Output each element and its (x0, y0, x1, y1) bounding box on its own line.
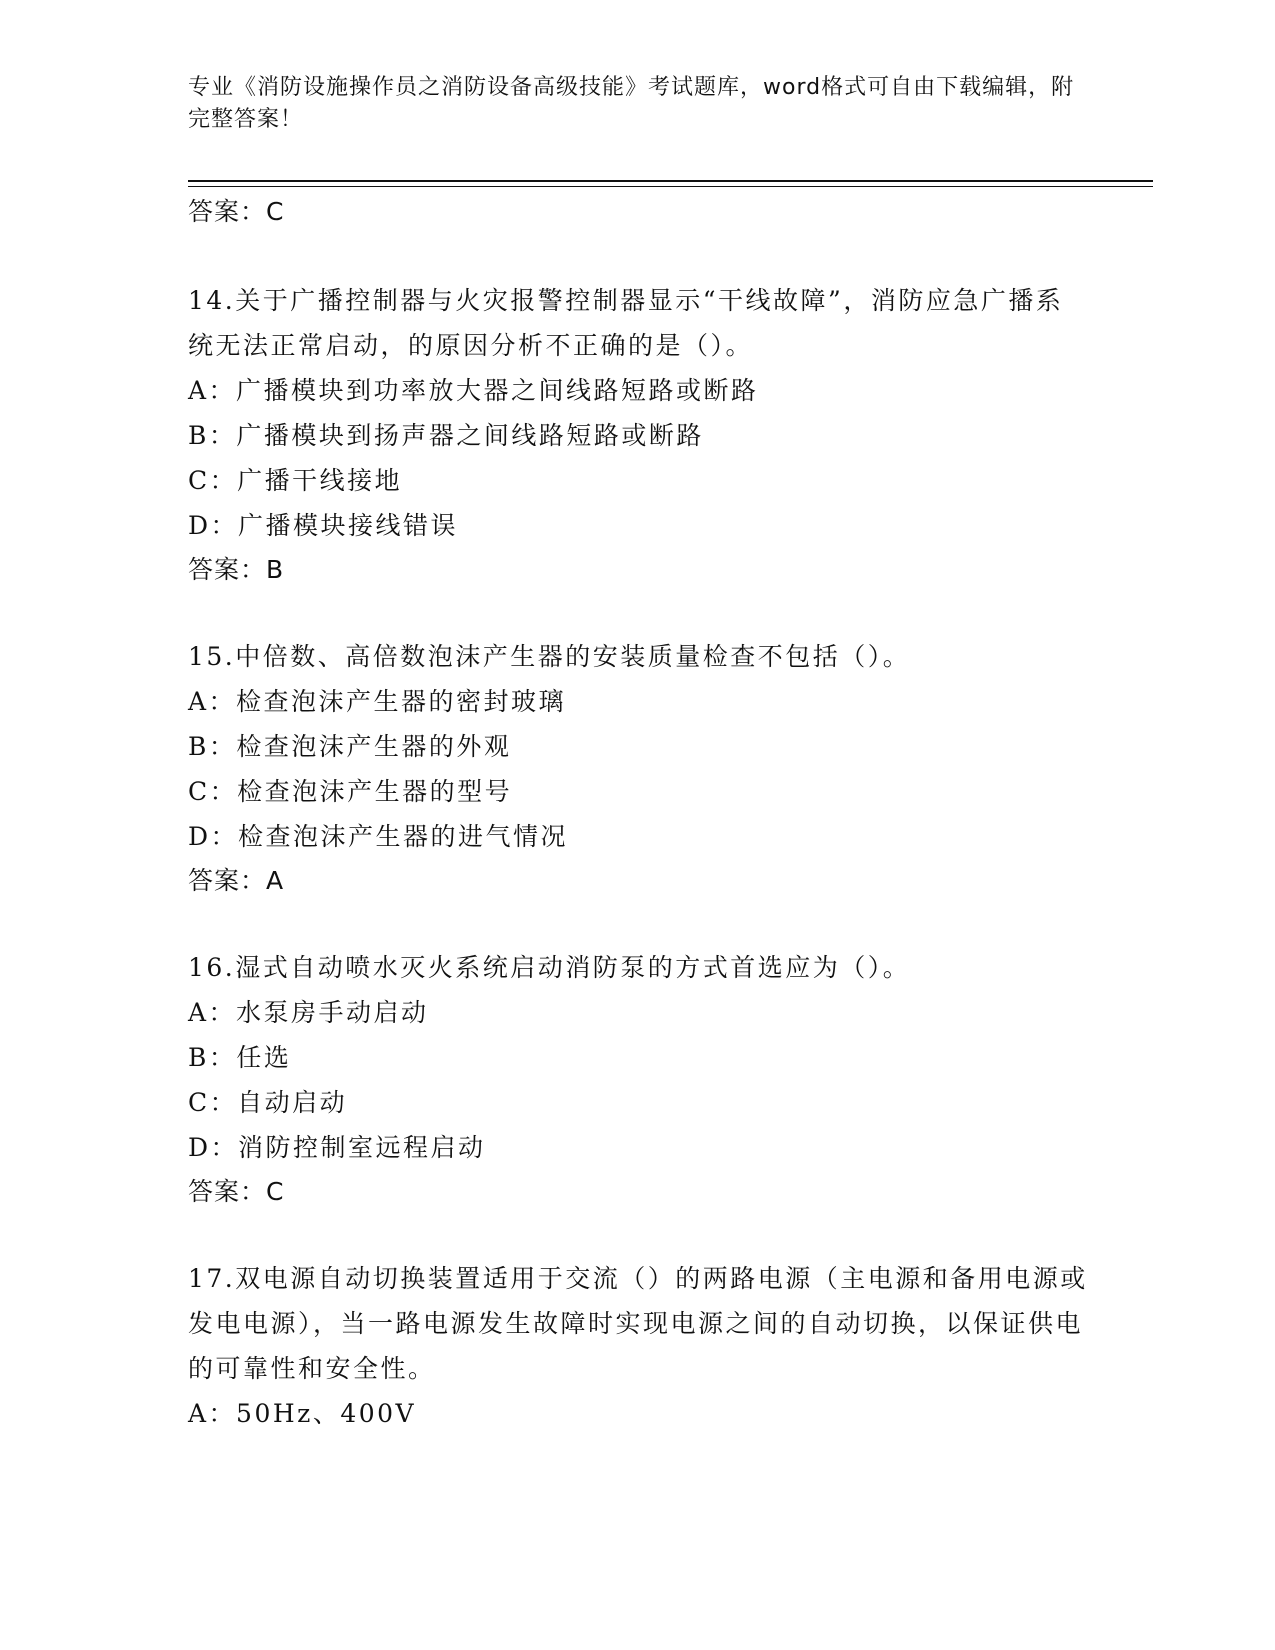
question-stem: 16.湿式自动喷水灭火系统启动消防泵的方式首选应为（）。 (188, 953, 911, 982)
option-a: A：水泵房手动启动 (188, 998, 429, 1027)
answer-line: 答案：A (188, 866, 285, 895)
answer-line: 答案：C (188, 197, 285, 226)
answer-line: 答案：B (188, 555, 285, 584)
option-a: A：检查泡沫产生器的密封玻璃 (188, 687, 567, 716)
option-b: B：任选 (188, 1043, 292, 1072)
question-16 (188, 945, 1088, 1214)
question-list (188, 190, 1088, 1436)
option-d: D：广播模块接线错误 (188, 511, 459, 540)
option-c: C：广播干线接地 (188, 466, 403, 495)
answer-line: 答案：C (188, 1177, 285, 1206)
header-divider-thin (188, 186, 1153, 187)
question-stem: 14.关于广播控制器与火灾报警控制器显示“干线故障”，消防应急广播系统无法正常启动，的原因分析不正确的是（）。 (188, 286, 1064, 360)
option-b: B：检查泡沫产生器的外观 (188, 732, 512, 761)
option-b: B：广播模块到扬声器之间线路短路或断路 (188, 421, 704, 450)
option-d: D：消防控制室远程启动 (188, 1133, 486, 1162)
question-17 (188, 1256, 1088, 1436)
question-stem: 17.双电源自动切换装置适用于交流（）的两路电源（主电源和备用电源或发电电源），当一路电源发生故障时实现电源之间的自动切换，以保证供电的可靠性和安全性。 (188, 1264, 1088, 1383)
option-c: C：自动启动 (188, 1088, 348, 1117)
question-14 (188, 278, 1088, 592)
option-a: A：50Hz、400V (188, 1399, 417, 1428)
question-15 (188, 634, 1088, 903)
page-header: 专业《消防设施操作员之消防设备高级技能》考试题库，word格式可自由下载编辑，附完整答案！ (188, 75, 1075, 132)
option-c: C：检查泡沫产生器的型号 (188, 777, 513, 806)
header-divider-thick (188, 180, 1153, 182)
question-stem: 15.中倍数、高倍数泡沫产生器的安装质量检查不包括（）。 (188, 642, 911, 671)
option-d: D：检查泡沫产生器的进气情况 (188, 822, 569, 851)
option-a: A：广播模块到功率放大器之间线路短路或断路 (188, 376, 759, 405)
